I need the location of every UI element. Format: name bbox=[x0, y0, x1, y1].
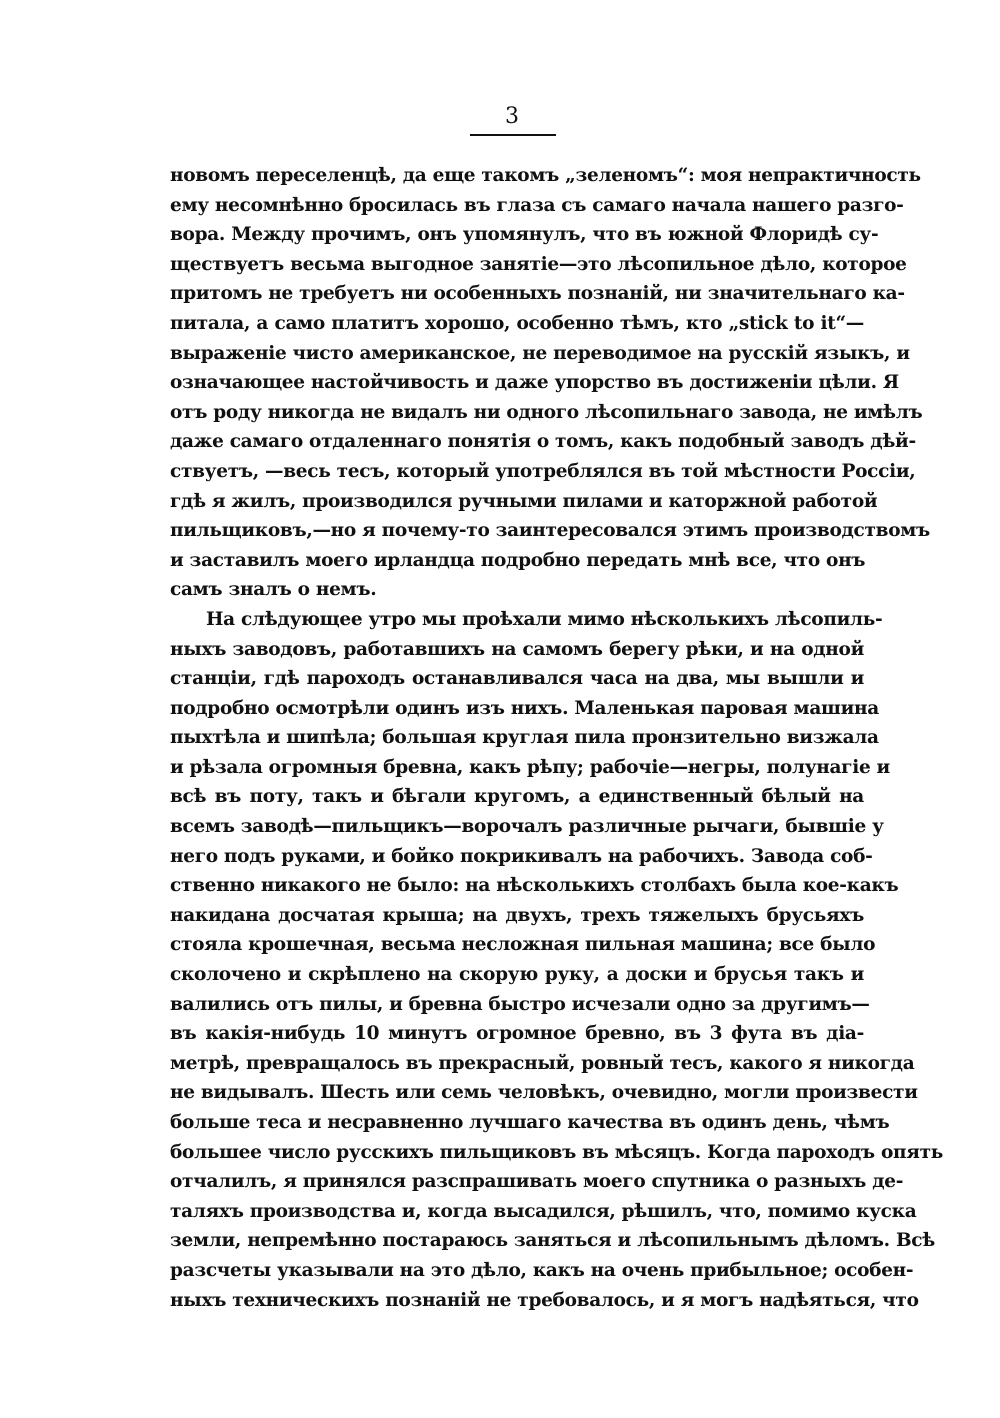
text-line: и рѣзала огромныя бревна, какъ рѣпу; рабочіе—негры, полунагіе и bbox=[170, 756, 890, 778]
text-line: даже самаго отдаленнаго понятія о томъ, какъ подобный заводъ дѣй- bbox=[170, 431, 916, 453]
text-line: притомъ не требуетъ ни особенныхъ познаній, ни значительнаго ка- bbox=[170, 283, 905, 305]
text-line: разсчеты указывали на это дѣло, какъ на очень прибыльное; особен- bbox=[170, 1259, 914, 1281]
text-line: въ какія-нибудь 10 минутъ огромное бревно, въ 3 фута въ діа- bbox=[170, 1023, 864, 1045]
text-line: таляхъ производства и, когда высадился, рѣшилъ, что, помимо куска bbox=[170, 1200, 917, 1222]
text-line: вора. Между прочимъ, онъ упомянулъ, что въ южной Флоридѣ су- bbox=[170, 224, 879, 246]
text-line: самъ зналъ о немъ. bbox=[170, 579, 377, 601]
text-line: отъ роду никогда не видалъ ни одного лѣсопильнаго завода, не имѣлъ bbox=[170, 401, 923, 423]
text-line: ныхъ заводовъ, работавшихъ на самомъ берегу рѣки, и на одной bbox=[170, 638, 864, 660]
text-line: и заставилъ моего ирландца подробно передать мнѣ все, что онъ bbox=[170, 549, 866, 571]
text-line: больше теса и несравненно лучшаго качества въ одинъ день, чѣмъ bbox=[170, 1112, 890, 1133]
text-line: него подъ руками, и бойко покрикивалъ на рабочихъ. Завода соб- bbox=[170, 845, 873, 867]
text-line: ствуетъ, —весь тесъ, который употреблялся въ той мѣстности Россіи, bbox=[170, 460, 916, 482]
text-line: сколочено и скрѣплено на скорую руку, а доски и брусья такъ и bbox=[170, 964, 864, 986]
text-line: земли, непремѣнно постараюсь заняться и лѣсопильнымъ дѣломъ. Всѣ bbox=[170, 1230, 935, 1252]
text-line: ществуетъ весьма выгодное занятіе—это лѣсопильное дѣло, которое bbox=[170, 253, 907, 275]
text-line: ственно никакого не было: на нѣсколькихъ столбахъ была кое-какъ bbox=[170, 875, 899, 897]
page-number: 3 bbox=[505, 104, 519, 129]
text-line: пыхтѣла и шипѣла; большая круглая пила пронзительно визжала bbox=[170, 727, 879, 749]
text-line: пильщиковъ,—но я почему-то заинтересовался этимъ производствомъ bbox=[170, 520, 930, 542]
text-line: означающее настойчивость и даже упорство въ достиженіи цѣли. Я bbox=[170, 372, 899, 394]
text-line: ныхъ техническихъ познаній не требовалось, и я могъ надѣяться, что bbox=[170, 1289, 919, 1311]
text-line: всѣ въ поту, такъ и бѣгали кругомъ, а единственный бѣлый на bbox=[170, 786, 864, 808]
text-line: отчалилъ, я принялся разспрашивать моего спутника о разныхъ де- bbox=[170, 1171, 904, 1193]
text-line: большее число русскихъ пильщиковъ въ мѣсяцъ. Когда пароходъ опять bbox=[170, 1141, 944, 1163]
text-line: метрѣ, превращалось въ прекрасный, ровный тесъ, какого я никогда bbox=[170, 1052, 915, 1074]
text-line: гдѣ я жилъ, производился ручными пилами и каторжной работой bbox=[170, 490, 878, 512]
text-line: накидана досчатая крыша; на двухъ, трехъ тяжелыхъ брусьяхъ bbox=[170, 904, 864, 926]
text-line: На слѣдующее утро мы проѣхали мимо нѣсколькихъ лѣсопиль- bbox=[206, 608, 883, 630]
header-rule bbox=[470, 134, 556, 136]
text-line: всемъ заводѣ—пильщикъ—ворочалъ различные рычаги, бывшіе у bbox=[170, 816, 884, 838]
text-line: выраженіе чисто американское, не переводимое на русскій языкъ, и bbox=[170, 342, 910, 364]
text-line: новомъ переселенцѣ, да еще такомъ „зеленомъ“: моя непрактичность bbox=[170, 165, 921, 186]
text-line: стояла крошечная, весьма несложная пильная машина; все было bbox=[170, 934, 876, 956]
text-line: валились отъ пилы, и бревна быстро исчезали одно за другимъ— bbox=[170, 993, 870, 1015]
text-line: питала, а само платитъ хорошо, особенно тѣмъ, кто „stick to it“— bbox=[170, 312, 864, 334]
text-line: не видывалъ. Шесть или семь человѣкъ, очевидно, могли произвести bbox=[170, 1082, 918, 1104]
text-line: ему несомнѣнно бросилась въ глаза съ самаго начала нашего разго- bbox=[170, 194, 904, 216]
text-line: станціи, гдѣ пароходъ останавливался часа на два, мы вышли и bbox=[170, 668, 864, 690]
body-text bbox=[170, 161, 944, 1315]
text-line: подробно осмотрѣли одинъ изъ нихъ. Маленькая паровая машина bbox=[170, 697, 879, 719]
